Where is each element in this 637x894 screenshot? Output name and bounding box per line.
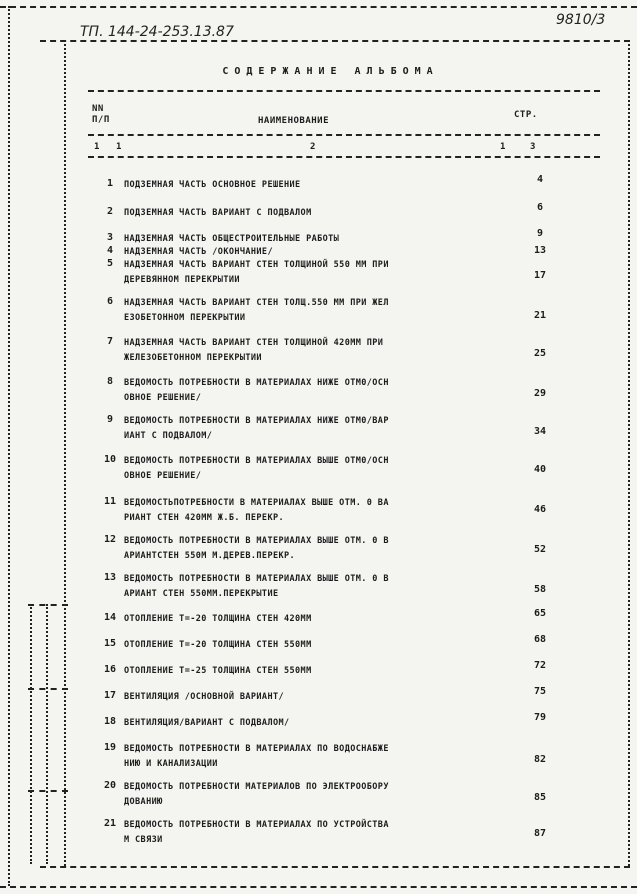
item-title: ВЕДОМОСТЬ ПОТРЕБНОСТИ В МАТЕРИАЛАХ ПО ВОДОСНАБЖЕ НИЮ И КАНАЛИЗАЦИИ: [124, 744, 389, 769]
list-item: [0, 258, 637, 288]
list-item: [0, 818, 637, 848]
table-header-top-rule: [88, 90, 600, 92]
column-number-1a: 1: [94, 142, 100, 152]
item-title: ВЕДОМОСТЬ ПОТРЕБНОСТИ В МАТЕРИАЛАХ НИЖЕ ОТМ0/ВАР ИАНТ С ПОДВАЛОМ/: [124, 416, 389, 441]
list-item: [0, 742, 637, 772]
item-page: 52: [533, 544, 547, 555]
item-title: ПОДЗЕМНАЯ ЧАСТЬ ВАРИАНТ С ПОДВАЛОМ: [124, 208, 312, 218]
list-item: [0, 454, 637, 484]
column-number-1b: 1: [116, 142, 122, 152]
item-number: 8: [106, 376, 114, 387]
item-title: ВЕНТИЛЯЦИЯ /ОСНОВНОЙ ВАРИАНТ/: [124, 692, 285, 702]
item-title: ОТОПЛЕНИЕ Т=-20 ТОЛЩИНА СТЕН 420ММ: [124, 614, 312, 624]
item-page: 34: [533, 426, 547, 437]
list-item: [0, 376, 637, 406]
table-header-bottom-rule: [88, 156, 600, 158]
item-number: 10: [103, 454, 117, 465]
item-number: 21: [103, 818, 117, 829]
item-page: 29: [533, 388, 547, 399]
item-title: НАДЗЕМНАЯ ЧАСТЬ ВАРИАНТ СТЕН ТОЛЩ.550 ММ ПРИ ЖЕЛ ЕЗОБЕТОННОМ ПЕРЕКРЫТИИ: [124, 298, 389, 323]
item-page: 17: [533, 270, 547, 281]
item-number: 13: [103, 572, 117, 583]
item-title: ВЕДОМОСТЬ ПОТРЕБНОСТИ В МАТЕРИАЛАХ НИЖЕ ОТМ0/ОСН ОВНОЕ РЕШЕНИЕ/: [124, 378, 389, 403]
document-code: ТП. 144-24-253.13.87: [80, 24, 234, 40]
list-item: [0, 572, 637, 602]
item-number: 11: [103, 496, 117, 507]
item-number: 4: [106, 245, 114, 256]
item-page: 79: [533, 712, 547, 723]
column-header-page: СТР.: [514, 110, 538, 120]
item-title: ПОДЗЕМНАЯ ЧАСТЬ ОСНОВНОЕ РЕШЕНИЕ: [124, 180, 301, 190]
frame-top-border: [40, 40, 630, 42]
item-page: 13: [533, 245, 547, 256]
item-number: 2: [106, 206, 114, 217]
item-page: 75: [533, 686, 547, 697]
item-page: 68: [533, 634, 547, 645]
page-title: СОДЕРЖАНИЕ АЛЬБОМА: [222, 66, 439, 77]
item-number: 3: [106, 232, 114, 243]
item-number: 1: [106, 178, 114, 189]
sheet-reference: 9810/3: [556, 12, 606, 28]
item-page: 25: [533, 348, 547, 359]
item-title: ОТОПЛЕНИЕ Т=-20 ТОЛЩИНА СТЕН 550ММ: [124, 640, 312, 650]
item-title: ВЕДОМОСТЬПОТРЕБНОСТИ В МАТЕРИАЛАХ ВЫШЕ ОТМ. 0 ВА РИАНТ СТЕН 420ММ Ж.Б. ПЕРЕКР.: [124, 498, 389, 523]
column-header-name: НАИМЕНОВАНИЕ: [258, 116, 330, 126]
list-item: [0, 296, 637, 326]
item-number: 14: [103, 612, 117, 623]
item-title: ВЕДОМОСТЬ ПОТРЕБНОСТИ В МАТЕРИАЛАХ ВЫШЕ ОТМ0/ОСН ОВНОЕ РЕШЕНИЕ/: [124, 456, 389, 481]
item-page: 82: [533, 754, 547, 765]
table-header-mid-rule: [88, 134, 600, 136]
item-title: ВЕДОМОСТЬ ПОТРЕБНОСТИ В МАТЕРИАЛАХ ВЫШЕ ОТМ. 0 В АРИАНТ СТЕН 550ММ.ПЕРЕКРЫТИЕ: [124, 574, 389, 599]
item-title: ВЕНТИЛЯЦИЯ/ВАРИАНТ С ПОДВАЛОМ/: [124, 718, 290, 728]
item-number: 9: [106, 414, 114, 425]
item-page: 21: [533, 310, 547, 321]
item-number: 12: [103, 534, 117, 545]
item-page: 58: [533, 584, 547, 595]
list-item: [0, 336, 637, 366]
item-number: 5: [106, 258, 114, 269]
item-number: 16: [103, 664, 117, 675]
item-number: 7: [106, 336, 114, 347]
list-item: [0, 534, 637, 564]
column-number-2: 2: [310, 142, 316, 152]
item-number: 18: [103, 716, 117, 727]
item-title: НАДЗЕМНАЯ ЧАСТЬ ВАРИАНТ СТЕН ТОЛЩИНОЙ 550 ММ ПРИ ДЕРЕВЯННОМ ПЕРЕКРЫТИИ: [124, 260, 389, 285]
item-title: ВЕДОМОСТЬ ПОТРЕБНОСТИ В МАТЕРИАЛАХ ВЫШЕ ОТМ. 0 В АРИАНТСТЕН 550М М.ДЕРЕВ.ПЕРЕКР.: [124, 536, 389, 561]
item-page: 85: [533, 792, 547, 803]
item-title: НАДЗЕМНАЯ ЧАСТЬ /ОКОНЧАНИЕ/: [124, 247, 273, 257]
item-page: 40: [533, 464, 547, 475]
item-page: 87: [533, 828, 547, 839]
item-number: 17: [103, 690, 117, 701]
list-item: [0, 414, 637, 444]
item-title: НАДЗЕМНАЯ ЧАСТЬ ОБЩЕСТРОИТЕЛЬНЫЕ РАБОТЫ: [124, 234, 340, 244]
item-page: 72: [533, 660, 547, 671]
item-page: 9: [536, 228, 544, 239]
list-item: [0, 780, 637, 810]
column-number-3b: 3: [530, 142, 536, 152]
column-header-number: NN П/П: [92, 104, 110, 125]
frame-bottom-border: [40, 866, 630, 868]
page-top-edge: [0, 6, 637, 8]
item-title: ОТОПЛЕНИЕ Т=-25 ТОЛЩИНА СТЕН 550ММ: [124, 666, 312, 676]
page-bottom-edge: [0, 886, 637, 888]
item-number: 19: [103, 742, 117, 753]
item-page: 6: [536, 202, 544, 213]
item-title: НАДЗЕМНАЯ ЧАСТЬ ВАРИАНТ СТЕН ТОЛЩИНОЙ 420ММ ПРИ ЖЕЛЕЗОБЕТОННОМ ПЕРЕКРЫТИИ: [124, 338, 384, 363]
item-title: ВЕДОМОСТЬ ПОТРЕБНОСТИ В МАТЕРИАЛАХ ПО УСТРОЙСТВА М СВЯЗИ: [124, 820, 389, 845]
list-item: [0, 496, 637, 526]
item-page: 46: [533, 504, 547, 515]
item-page: 4: [536, 174, 544, 185]
item-page: 65: [533, 608, 547, 619]
item-title: ВЕДОМОСТЬ ПОТРЕБНОСТИ МАТЕРИАЛОВ ПО ЭЛЕКТРООБОРУ ДОВАНИЮ: [124, 782, 389, 807]
item-number: 6: [106, 296, 114, 307]
item-number: 20: [103, 780, 117, 791]
item-number: 15: [103, 638, 117, 649]
column-number-3a: 1: [500, 142, 506, 152]
